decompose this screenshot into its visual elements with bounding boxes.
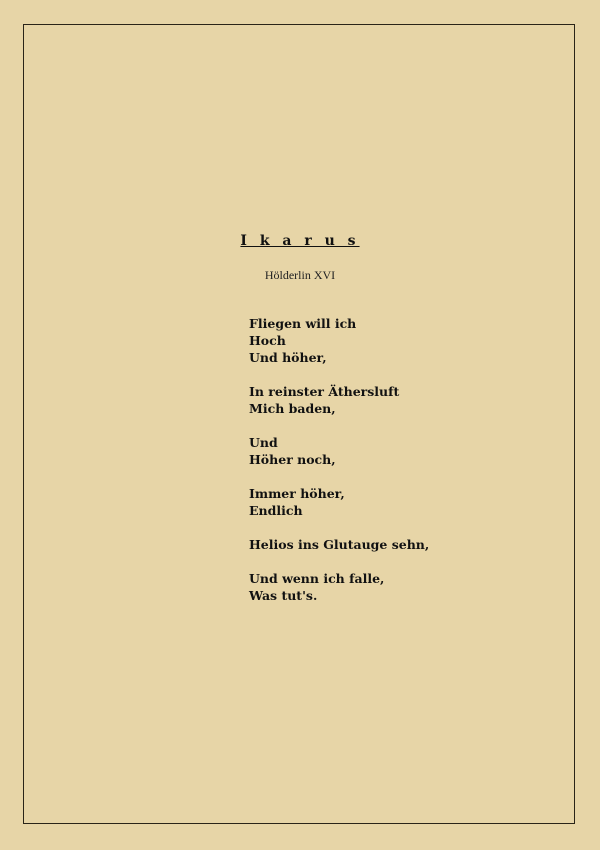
stanza	[249, 485, 429, 519]
poem-line: Und wenn ich falle,	[249, 571, 385, 586]
poem-body	[249, 315, 429, 621]
poem-line: Endlich	[249, 503, 303, 518]
poem-subtitle: Hölderlin XVI	[264, 268, 336, 282]
stanza	[249, 570, 429, 604]
poem-line: Und	[249, 435, 278, 450]
poem-line: In reinster Äthersluft	[249, 384, 400, 399]
poem-line: Hoch	[249, 333, 286, 348]
stanza	[249, 536, 429, 553]
poem-line: Was tut's.	[249, 588, 318, 603]
poem-line: Helios ins Glutauge sehn,	[249, 537, 430, 552]
poem-line: Fliegen will ich	[249, 316, 357, 331]
stanza	[249, 315, 429, 366]
stanza	[249, 383, 429, 417]
poem-line: Mich baden,	[249, 401, 336, 416]
stanza	[249, 434, 429, 468]
poem-title: I k a r u s	[240, 233, 360, 249]
poem-line: Immer höher,	[249, 486, 345, 501]
poem-line: Und höher,	[249, 350, 327, 365]
poem-line: Höher noch,	[249, 452, 336, 467]
